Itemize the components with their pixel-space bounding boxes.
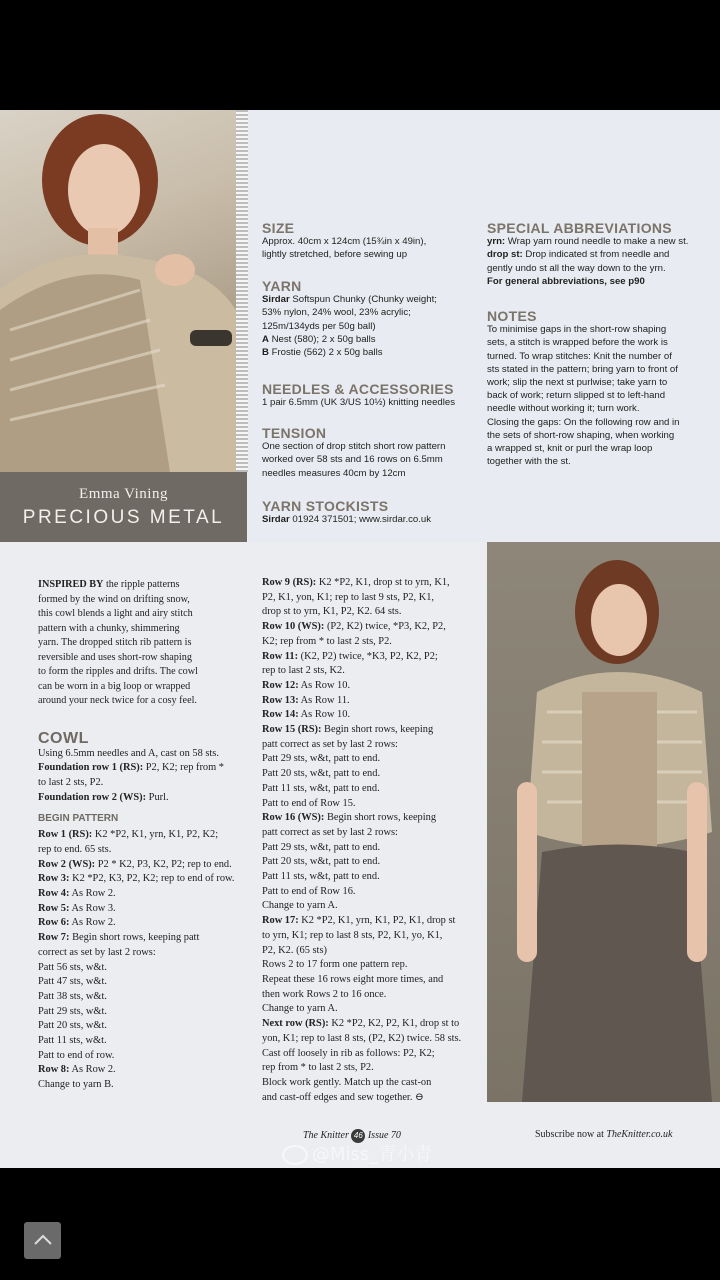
pattern-row: Patt 20 sts, w&t, patt to end. — [262, 856, 381, 868]
pattern-row: Row 13: As Row 11. — [262, 694, 350, 706]
pattern-row: Row 16 (WS): Begin short rows, keeping — [262, 812, 437, 824]
weibo-watermark — [282, 1140, 432, 1166]
intro-line: this cowl blends a light and airy stitch — [38, 608, 193, 619]
yarn-a-label: A — [262, 333, 269, 345]
intro-paragraph — [38, 578, 248, 709]
pattern-row: drop st to yrn, K1, P2, K2. 64 sts. — [262, 606, 402, 618]
intro-line-1 — [38, 578, 248, 593]
pattern-row: rep to last 2 sts, K2. — [262, 665, 345, 677]
abbr-drop-line-2: gently undo st all the way down to the yrn. — [487, 262, 666, 274]
pattern-row: Row 2 (WS): P2 * K2, P3, K2, P2; rep to end. — [38, 858, 232, 870]
intro-line: reversible and uses short-row shaping — [38, 651, 192, 663]
pattern-row: Rows 2 to 17 form one pattern rep. — [262, 959, 408, 971]
foundation-row-1-cont: to last 2 sts, P2. — [38, 777, 104, 789]
spiral-binding — [236, 110, 248, 472]
notes-section — [487, 310, 713, 468]
pattern-row: to yrn, K1; rep to last 8 sts, P2, K1, yo, K1, — [262, 929, 443, 941]
notes-line: sets, a stitch is wrapped before the work is — [487, 337, 668, 349]
stockists-text: 01924 371501; www.sirdar.co.uk — [292, 514, 432, 526]
yarn-line-1 — [262, 293, 484, 306]
chevron-up-icon — [33, 1232, 53, 1248]
pattern-row: Patt 47 sts, w&t. — [38, 976, 107, 988]
pattern-row: Row 12: As Row 10. — [262, 679, 351, 691]
pattern-row: Change to yarn A. — [262, 900, 338, 912]
pattern-title: PRECIOUS METAL — [22, 507, 225, 528]
notes-line: back of work; return slipped st to left-hand — [487, 390, 666, 402]
cowl-rows — [38, 828, 250, 1093]
tension-section — [262, 427, 484, 480]
notes-heading: NOTES — [487, 308, 537, 324]
notes-line: Closing the gaps: On the following row and in — [487, 416, 680, 428]
yarn-b — [262, 346, 484, 359]
pattern-row: Patt 56 sts, w&t. — [38, 961, 107, 973]
size-heading: SIZE — [262, 220, 295, 236]
yarn-line-2: 53% nylon, 24% wool, 23% acrylic; — [262, 307, 411, 319]
pattern-row: Patt 29 sts, w&t, patt to end. — [262, 841, 381, 853]
pattern-row: Next row (RS): K2 *P2, K2, P2, K1, drop st to — [262, 1018, 460, 1030]
pattern-row: Block work gently. Match up the cast-on — [262, 1076, 432, 1088]
pattern-row: patt correct as set by last 2 rows: — [262, 738, 398, 750]
abbr-drop-label: drop st: — [487, 249, 523, 261]
foundation-row-1-text: P2, K2; rep from * — [143, 762, 224, 774]
intro-line: yarn. The dropped stitch rib pattern is — [38, 637, 192, 648]
pattern-row: Row 1 (RS): K2 *P2, K1, yrn, K1, P2, K2; — [38, 829, 219, 841]
tension-line-2: worked over 58 sts and 16 rows on 6.5mm — [262, 454, 443, 466]
needles-section — [262, 383, 484, 409]
author-name: Emma Vining — [79, 486, 168, 502]
cowl-column-1 — [38, 732, 250, 1093]
foundation-row-2 — [38, 791, 250, 806]
tension-heading: TENSION — [262, 425, 327, 441]
yarn-line-1-text: Softspun Chunky (Chunky weight; — [292, 294, 437, 306]
weibo-icon — [282, 1145, 308, 1165]
pattern-row: correct as set by last 2 rows: — [38, 946, 156, 958]
abbreviations-heading: SPECIAL ABBREVIATIONS — [487, 220, 672, 236]
needles-heading: NEEDLES & ACCESSORIES — [262, 381, 454, 397]
issue-number: Issue 70 — [367, 1130, 401, 1141]
pattern-row: Row 11: (K2, P2) twice, *K3, P2, K2, P2; — [262, 650, 438, 662]
pattern-row: Row 7: Begin short rows, keeping patt — [38, 932, 200, 944]
pattern-row: Repeat these 16 rows eight more times, and — [262, 973, 444, 985]
cowl-column-2 — [262, 576, 478, 1105]
pattern-row: Patt 20 sts, w&t, patt to end. — [262, 768, 381, 780]
yarn-b-text: Frostie (562) 2 x 50g balls — [271, 347, 383, 359]
scroll-top-button[interactable] — [24, 1222, 61, 1259]
foundation-row-1-label: Foundation row 1 (RS): — [38, 762, 144, 774]
pattern-row: then work Rows 2 to 16 once. — [262, 988, 387, 1000]
yarn-brand: Sirdar — [262, 294, 290, 306]
size-section — [262, 222, 482, 262]
abbr-yrn-text: Wrap yarn round needle to make a new st. — [507, 236, 689, 248]
tension-line-3: needles measures 40cm by 12cm — [262, 467, 406, 479]
foundation-row-1 — [38, 761, 250, 776]
stockists-heading: YARN STOCKISTS — [262, 498, 389, 514]
size-line-2: lightly stretched, before sewing up — [262, 249, 408, 261]
pattern-row: Row 6: As Row 2. — [38, 917, 116, 929]
stockists-brand: Sirdar — [262, 514, 290, 526]
intro-line: around your neck twice for a cosy feel. — [38, 695, 197, 706]
title-band — [0, 472, 247, 542]
yarn-a — [262, 333, 484, 346]
pattern-row: Patt 29 sts, w&t. — [38, 1005, 107, 1017]
notes-line: turned. To wrap stitches: Knit the number of — [487, 350, 672, 362]
notes-line: To minimise gaps in the short-row shaping — [487, 324, 667, 336]
pattern-row: Patt to end of Row 16. — [262, 885, 356, 897]
abbr-general-text: For general abbreviations, see p90 — [487, 275, 645, 287]
pattern-row: Row 5: As Row 3. — [38, 902, 116, 914]
pattern-row: Patt 29 sts, w&t, patt to end. — [262, 753, 381, 765]
footer-subscribe — [535, 1129, 673, 1140]
notes-line: work; slip the next st purlwise; take yarn to — [487, 377, 668, 389]
magazine-page — [0, 110, 720, 1168]
pattern-row: Patt 11 sts, w&t. — [38, 1035, 107, 1047]
needles-line: 1 pair 6.5mm (UK 3/US 10½) knitting needles — [262, 397, 456, 409]
stockists-line — [262, 513, 484, 526]
yarn-heading: YARN — [262, 278, 302, 294]
pattern-row: Row 10 (WS): (P2, K2) twice, *P3, K2, P2, — [262, 621, 446, 633]
pattern-row: Change to yarn B. — [38, 1079, 114, 1091]
abbr-general — [487, 275, 711, 288]
watermark-text: @Miss_青小青 — [312, 1144, 433, 1165]
abbr-yrn-label: yrn: — [487, 236, 506, 248]
intro-lead: INSPIRED BY — [38, 579, 104, 590]
pattern-row: Row 17: K2 *P2, K1, yrn, K1, P2, K1, drop st — [262, 915, 456, 927]
model-illustration-top — [0, 110, 236, 472]
pattern-row: Row 3: K2 *P2, K3, P2, K2; rep to end of row. — [38, 873, 235, 885]
yarn-line-3: 125m/134yds per 50g ball) — [262, 320, 376, 332]
subscribe-text: Subscribe now at — [535, 1129, 604, 1140]
pattern-row: P2, K1, yon, K1; rep to last 9 sts, P2, K1, — [262, 591, 435, 603]
pattern-row: Patt 38 sts, w&t. — [38, 990, 107, 1002]
notes-line: a wrapped st, knit or purl the wrap loop — [487, 443, 653, 455]
abbr-drop-line-1: Drop indicated st from needle and — [525, 249, 670, 261]
pattern-row: Row 8: As Row 2. — [38, 1064, 116, 1076]
pattern-row: P2, K2. (65 sts) — [262, 944, 327, 956]
subscribe-site: TheKnitter.co.uk — [606, 1129, 673, 1140]
abbreviations-section — [487, 222, 711, 288]
pattern-row: Row 15 (RS): Begin short rows, keeping — [262, 724, 434, 736]
model-photo-top — [0, 110, 236, 472]
pattern-row: and cast-off edges and sew together. ⊖ — [262, 1091, 424, 1103]
pattern-row: Patt 11 sts, w&t, patt to end. — [262, 871, 380, 883]
intro-line: to form the ripples and drifts. The cowl — [38, 666, 198, 677]
notes-line: the sets of short-row shaping, when working — [487, 429, 675, 441]
pattern-row: K2; rep from * to last 2 sts, P2. — [262, 635, 392, 647]
pattern-row: Change to yarn A. — [262, 1003, 338, 1015]
intro-line: pattern with a chunky, shimmering — [38, 622, 180, 634]
intro-line-1-text: the ripple patterns — [103, 579, 180, 590]
page-number: 46 — [351, 1129, 365, 1143]
tension-line-1: One section of drop stitch short row pattern — [262, 441, 446, 453]
pattern-row: Row 9 (RS): K2 *P2, K1, drop st to yrn, K1, — [262, 577, 450, 588]
yarn-a-text: Nest (580); 2 x 50g balls — [271, 333, 376, 345]
pattern-row: rep from * to last 2 sts, P2. — [262, 1062, 374, 1074]
model-illustration-right — [487, 542, 720, 1102]
notes-line: sts stated in the pattern; bring yarn to front of — [487, 363, 678, 375]
pattern-row: patt correct as set by last 2 rows: — [262, 826, 398, 838]
pattern-row: yon, K1; rep to last 8 sts, (P2, K2) twice. 58 sts. — [262, 1032, 462, 1044]
foundation-row-2-label: Foundation row 2 (WS): — [38, 791, 147, 803]
intro-line: can be worn in a big loop or wrapped — [38, 680, 191, 692]
abbr-drop — [487, 248, 711, 261]
pattern-row: Row 14: As Row 10. — [262, 709, 351, 721]
pattern-row: rep to end. 65 sts. — [38, 843, 112, 855]
pattern-row: Row 4: As Row 2. — [38, 888, 116, 900]
abbr-yrn — [487, 235, 711, 248]
size-line-1: Approx. 40cm x 124cm (15¾in x 49in), — [262, 236, 427, 248]
cowl-heading: COWL — [38, 730, 89, 747]
notes-line: together with the st. — [487, 456, 571, 468]
model-photo-right — [487, 542, 720, 1102]
cast-on-line: Using 6.5mm needles and A, cast on 58 sts. — [38, 747, 219, 759]
stockists-section — [262, 500, 484, 526]
pattern-row: Patt to end of Row 15. — [262, 797, 356, 809]
pattern-row: Patt to end of row. — [38, 1049, 115, 1061]
pattern-row: Cast off loosely in rib as follows: P2, K2; — [262, 1047, 435, 1059]
pattern-row: Patt 20 sts, w&t. — [38, 1020, 107, 1032]
pattern-row: Patt 11 sts, w&t, patt to end. — [262, 782, 380, 794]
intro-line: formed by the wind on drifting snow, — [38, 593, 190, 605]
notes-line: needle without working it; turn work. — [487, 403, 640, 415]
yarn-section — [262, 280, 484, 359]
foundation-row-2-text: Purl. — [146, 791, 169, 803]
begin-pattern-heading: BEGIN PATTERN — [38, 812, 119, 824]
yarn-b-label: B — [262, 347, 269, 359]
magazine-name: The Knitter — [303, 1130, 349, 1141]
